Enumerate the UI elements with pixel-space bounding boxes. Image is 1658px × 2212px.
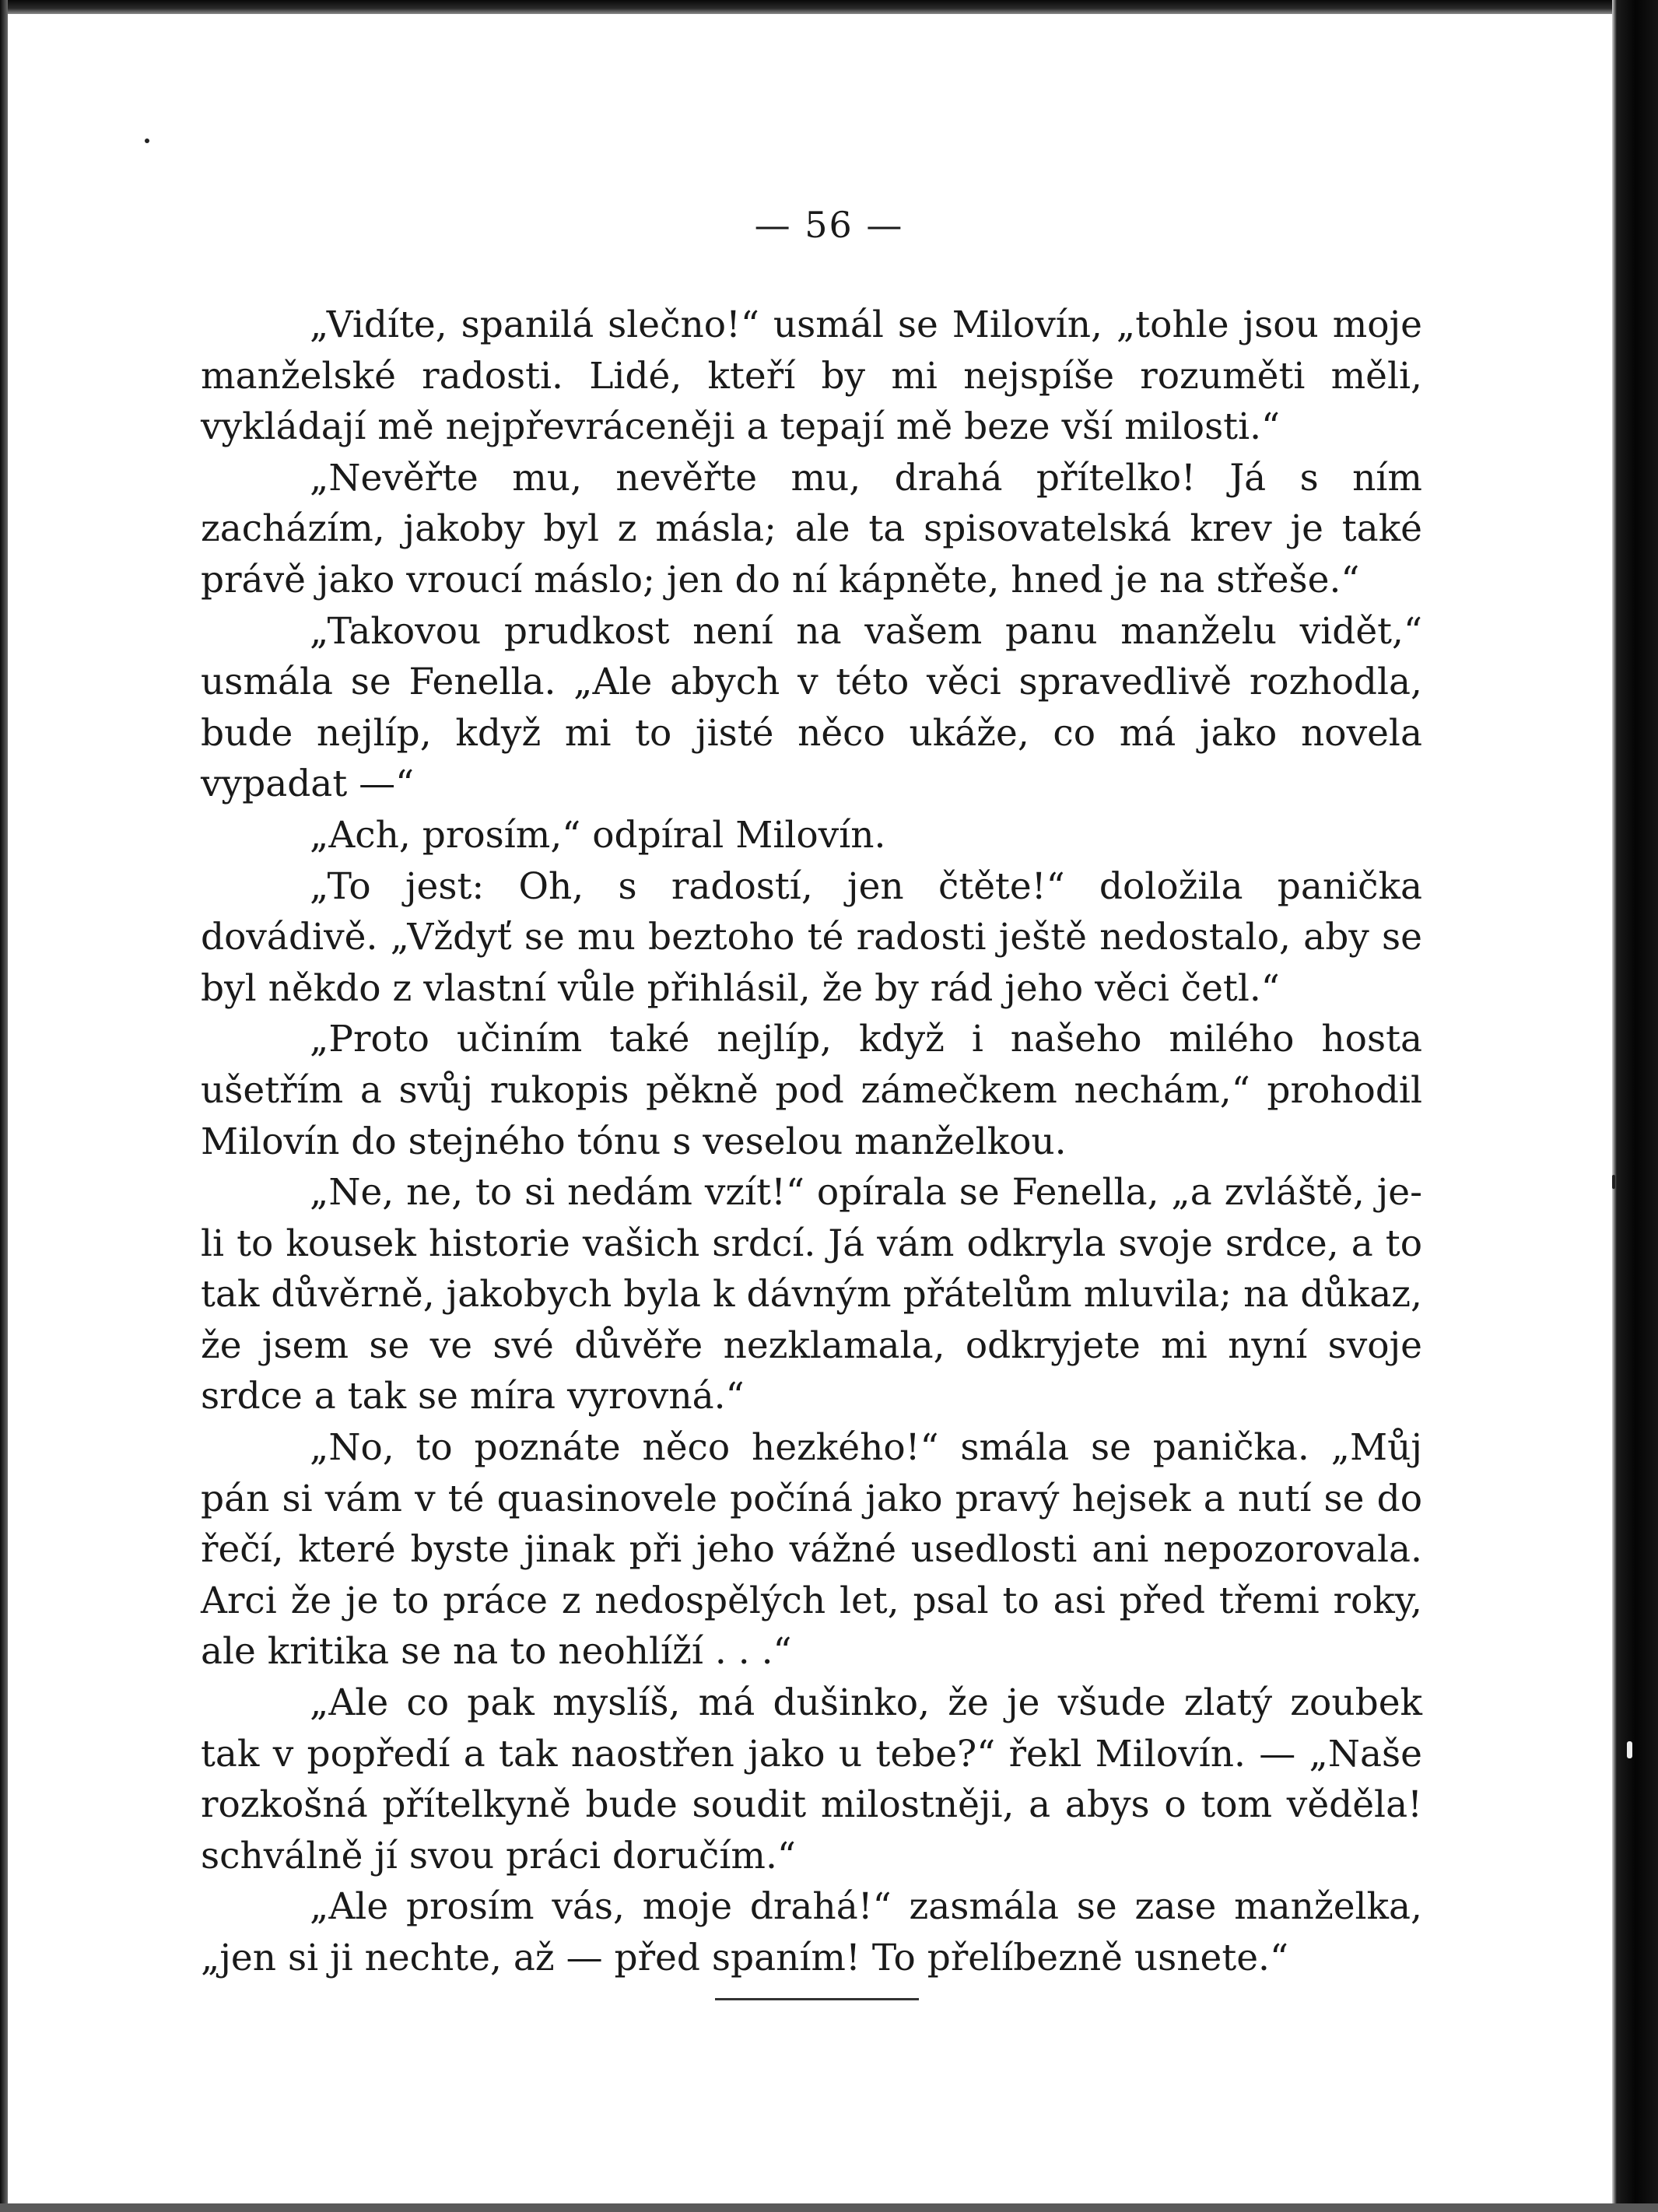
paragraph: „Nevěřte mu, nevěřte mu, drahá přítelko! Já s ním zacházím, jakoby byl z másla; ale ta spisovatelská krev je také právě jako vroucí máslo; jen do ní kápněte, hned je na střeše.“ (201, 456, 1422, 601)
dust-speck (145, 138, 149, 143)
paragraph: „No, to poznáte něco hezkého!“ smála se panička. „Můj pán si vám v té quasinovele počíná jako pravý hejsek a nutí se do řečí, které byste jinak při jeho vážné usedlosti ani nepozorovala. Arci že je to práce z nedospělých let, psal to asi před třemi roky, ale kritika se na to neohlíží . . .“ (201, 1426, 1422, 1674)
scan-edge-bottom (0, 2203, 1658, 2212)
paragraph: „Vidíte, spanilá slečno!“ usmál se Milovín, „tohle jsou moje manželské radosti. Lidé, kteří by mi nejspíše rozuměti měli, vykládají mě nejpřevráceněji a tepají mě beze vší milosti.“ (201, 303, 1422, 449)
dust-speck (1627, 1741, 1632, 1758)
body-text (201, 300, 1422, 1984)
paragraph: „Ale prosím vás, moje drahá!“ zasmála se zase manželka, „jen si ji nechte, až — před spaním! To přelíbezně usnete.“ (201, 1885, 1422, 1979)
scan-edge-top (0, 0, 1658, 14)
paragraph: „Ach, prosím,“ odpíral Milovín. (310, 813, 886, 857)
paragraph: „Ne, ne, to si nedám vzít!“ opírala se Fenella, „a zvláště, je-li to kousek historie vašich srdcí. Já vám odkryla svoje srdce, a to tak důvěrně, jakobych byla k dávným přátelům mluvila; na důkaz, že jsem se ve své důvěře nezklamala, odkryjete mi nyní svoje srdce a tak se míra vyrovná.“ (201, 1171, 1422, 1418)
scan-edge-left (0, 0, 8, 2212)
page-number: — 56 — (754, 204, 904, 246)
paragraph: „Takovou prudkost není na vašem panu manželu vidět,“ usmála se Fenella. „Ale abych v této věci spravedlivě rozhodla, bude nejlíp, když mi to jisté něco ukáže, co má jako novela vypadat —“ (201, 609, 1422, 806)
end-rule (715, 1998, 919, 2000)
dust-speck (1612, 1175, 1615, 1189)
paragraph: „Proto učiním také nejlíp, když i našeho milého hosta ušetřím a svůj rukopis pěkně pod zámečkem nechám,“ prohodil Milovín do stejného tónu s veselou manželkou. (201, 1018, 1422, 1163)
paragraph: „Ale co pak myslíš, má dušinko, že je všude zlatý zoubek tak v popředí a tak naostřen jako u tebe?“ řekl Milovín. — „Naše rozkošná přítelkyně bude soudit milostněji, a abys o tom věděla! schválně jí svou práci doručím.“ (201, 1681, 1422, 1877)
scan-edge-right (1612, 0, 1658, 2212)
paragraph: „To jest: Oh, s radostí, jen čtěte!“ doložila panička dovádivě. „Vždyť se mu beztoho té radosti ještě nedostalo, aby se byl někdo z vlastní vůle přihlásil, že by rád jeho věci četl.“ (201, 864, 1422, 1010)
